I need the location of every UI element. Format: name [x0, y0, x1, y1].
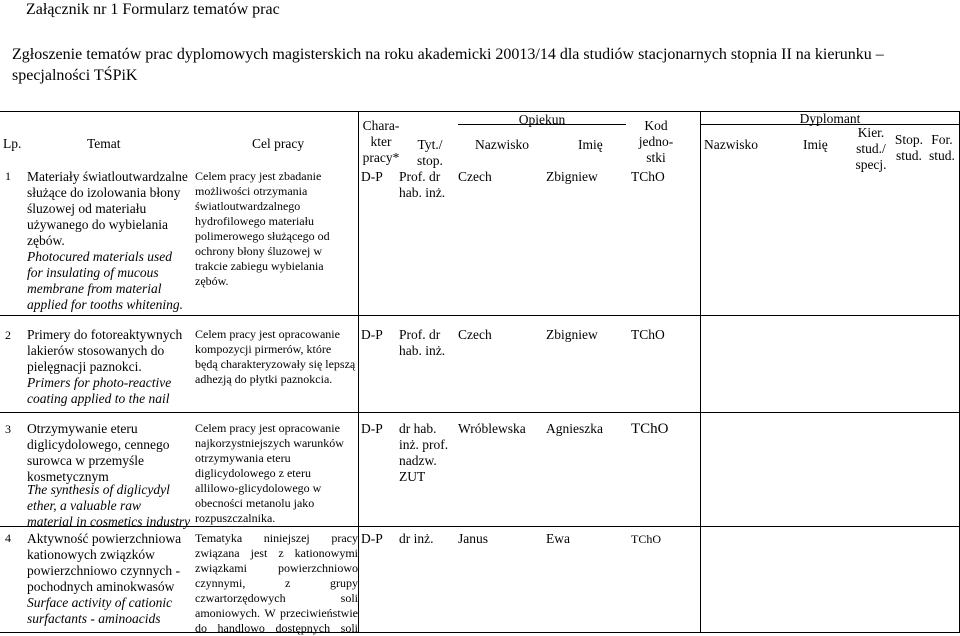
row-lp: 3 [5, 422, 11, 436]
cel-line: Tematyka niniejszej pracy [195, 531, 358, 545]
row-temat-pl: Aktywność powierzchniowa kationowych związków powierzchniowo czynnych - pochodnych aminokwasów [27, 531, 182, 594]
col-stop-header: Stop. stud. [894, 132, 924, 163]
col-lp-header: Lp. [3, 136, 22, 151]
cel-line: amoniowych. W przeciwieństwie [195, 606, 358, 620]
col-tytul-header: Tyt./ stop. [417, 137, 443, 168]
row-temat-pl: Primery do fotoreaktywnych lakierów stosowanych do pielęgnacji paznokci. [27, 327, 183, 374]
row-temat-pl: Materiały światloutwardzalne służące do izolowania błony śluzowej od materiału używanego do wybielania zębów. [27, 169, 188, 248]
col-nazwisko-header: Nazwisko [475, 137, 529, 152]
row-temat-en: Primers for photo-reactive coating applied to the nail [27, 375, 172, 406]
row-kod: TChO [631, 169, 665, 184]
row-kod: TChO [631, 532, 661, 546]
row-nazwisko: Janus [458, 531, 488, 546]
row-lp: 4 [5, 531, 11, 545]
cel-line: do handlowo dostępnych soli [195, 621, 358, 635]
col-opiekun-header: Opiekun [518, 112, 566, 127]
row-lp: 2 [5, 328, 11, 342]
row-tytul: dr inż. [399, 531, 434, 546]
col-kod-header: Kod jedno- stki [638, 118, 674, 165]
row-tytul: Prof. dr hab. inż. [399, 169, 446, 200]
col-imie-header: Imię [578, 137, 603, 152]
cel-line: związana jest z kationowymi [195, 546, 358, 560]
col-d-nazwisko-header: Nazwisko [704, 137, 758, 152]
col-temat-header: Temat [87, 136, 121, 151]
row-cel [195, 531, 358, 636]
row-imie: Zbigniew [546, 169, 598, 184]
col-for-header: For. stud. [929, 132, 955, 163]
row-tytul: Prof. dr hab. inż. [399, 327, 446, 358]
row-charakter: D-P [361, 421, 383, 436]
row-kod: TChO [631, 421, 669, 437]
row-imie: Ewa [546, 531, 570, 546]
col-cel-header: Cel pracy [252, 136, 305, 151]
col-kier-header: Kier. stud./ specj. [855, 125, 887, 172]
row-cel: Celem pracy jest zbadanie możliwości otrzymania światloutwardzalnego hydrofilowego materiału polimerowego służącego od ochrony błony śluzowej w trakcie zabiegu wybielania zębów. [195, 169, 330, 288]
intro-text: Zgłoszenie tematów prac dyplomowych magisterskich na roku akademicki 20013/14 dla studiów stacjonarnych stopnia II na kierunku – specjalności TŚPiK [12, 46, 884, 84]
col-charakter-header: Chara- kter pracy* [362, 118, 400, 165]
row-temat-en: Photocured materials used for insulating of mucous membrane from material applied for tooths whitening. [27, 249, 184, 312]
row-temat-pl: Otrzymywanie eteru diglicydolowego, cennego surowca w przemyśle kosmetycznym [27, 421, 170, 484]
col-dyplomant-header: Dyplomant [799, 111, 861, 126]
row-kod: TChO [631, 327, 665, 342]
row-charakter: D-P [361, 531, 383, 546]
row-temat-en: The synthesis of diglicydyl ether, a valuable raw material in cosmetics industry [27, 482, 191, 529]
row-charakter: D-P [361, 327, 383, 342]
cel-line: czwartorzędowych soli [195, 591, 358, 605]
cel-line: czynnymi, z grupy [195, 576, 358, 590]
row-imie: Agnieszka [546, 421, 603, 436]
row-nazwisko: Wróblewska [458, 421, 526, 436]
row-cel: Celem pracy jest opracowanie najkorzystniejszych warunków otrzymywania eteru diglicydolowego z eteru allilowo-glicydolowego w obecności metanolu jako rozpuszczalnika. [195, 421, 344, 525]
row-cel: Celem pracy jest opracowanie kompozycji pirmerów, które będą charakteryzowały się lepszą adhezją do płytki paznokcia. [195, 327, 356, 386]
row-tytul: dr hab. inż. prof. nadzw. ZUT [399, 421, 449, 484]
row-charakter: D-P [361, 169, 383, 184]
document-title: Załącznik nr 1 Formularz tematów prac [26, 1, 280, 18]
row-lp: 1 [5, 169, 11, 183]
row-temat-en: Surface activity of cationic surfactants - aminoacids [27, 595, 173, 626]
col-d-imie-header: Imię [803, 137, 828, 152]
row-imie: Zbigniew [546, 327, 598, 342]
cel-line: związkami powierzchniowo [195, 561, 358, 575]
row-nazwisko: Czech [458, 327, 492, 342]
row-nazwisko: Czech [458, 169, 492, 184]
